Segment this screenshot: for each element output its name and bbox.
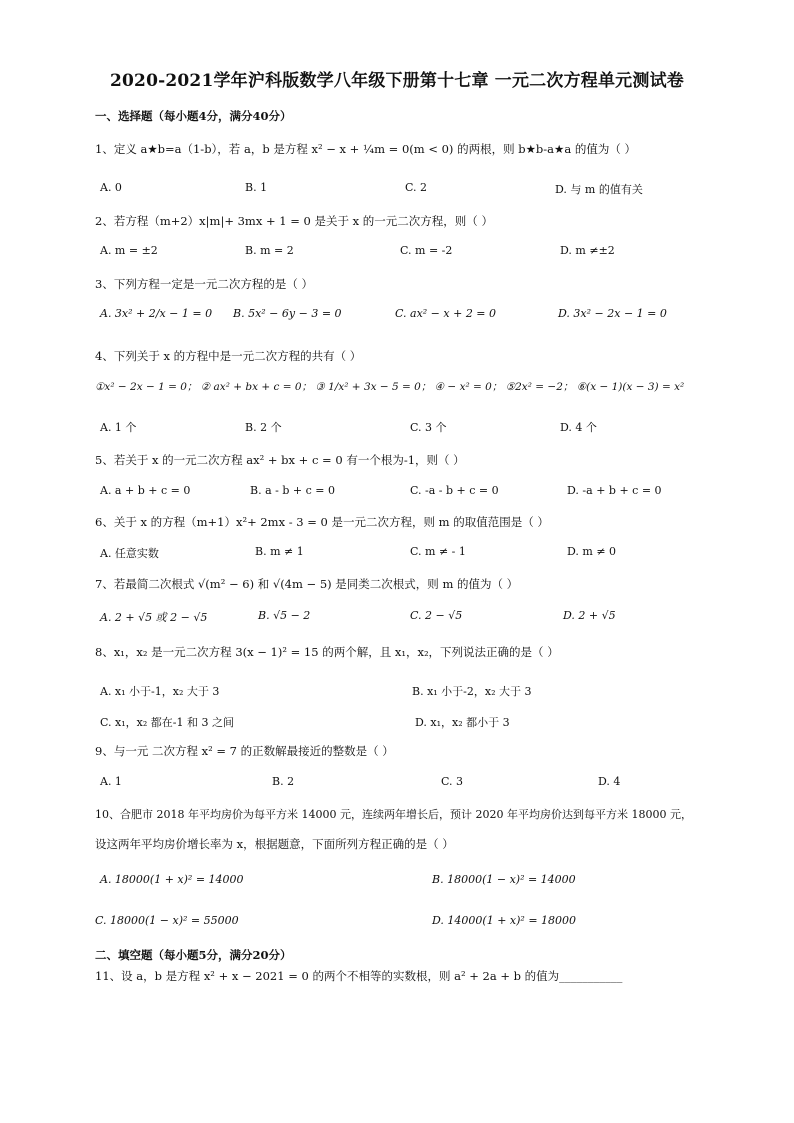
question-7: 7、若最简二次根式 √(m² − 6) 和 √(4m − 5) 是同类二次根式，则 m 的值为（ ） [95, 577, 519, 591]
q6-option-b: B. m ≠ 1 [255, 545, 304, 558]
q4-option-d: D. 4 个 [560, 421, 597, 434]
q1-option-c: C. 2 [405, 181, 428, 194]
q5-option-d: D. -a + b + c = 0 [567, 484, 662, 497]
q8-option-c: C. x₁，x₂ 都在-1 和 3 之间 [100, 716, 234, 729]
q7-option-c: C. 2 − √5 [410, 609, 463, 622]
q10-option-d: D. 14000(1 + x)² = 18000 [432, 914, 577, 927]
q9-option-b: B. 2 [272, 775, 295, 788]
q6-option-d: D. m ≠ 0 [567, 545, 617, 558]
q10-option-c: C. 18000(1 − x)² = 55000 [95, 914, 239, 927]
q8-option-d: D. x₁，x₂ 都小于 3 [415, 716, 510, 729]
q4-equation-list: ①x² − 2x − 1 = 0； ② ax² + bx + c = 0； ③ 1/x² + 3x − 5 = 0； ④ − x² = 0； ⑤2x² = −2； ⑥(x − 1)(x − 3) = x² [95, 381, 685, 393]
q5-option-b: B. a - b + c = 0 [250, 484, 335, 497]
q5-option-c: C. -a - b + c = 0 [410, 484, 499, 497]
section-heading-choice: 一、选择题（每小题4分，满分40分） [95, 109, 292, 123]
q2-option-b: B. m = 2 [245, 244, 294, 257]
q3-option-a: A. 3x² + 2/x − 1 = 0 [100, 307, 213, 320]
q7-option-a: A. 2 + √5 或 2 − √5 [100, 611, 208, 624]
q6-option-c: C. m ≠ - 1 [410, 545, 466, 558]
q9-option-a: A. 1 [100, 775, 122, 788]
q9-option-c: C. 3 [441, 775, 464, 788]
question-10: 10、合肥市 2018 年平均房价为每平方米 14000 元，连续两年增长后，预计 2020 年平均房价达到每平方米 18000 元， [95, 808, 692, 821]
section-heading-fill: 二、填空题（每小题5分，满分20分） [95, 948, 292, 962]
q1-option-a: A. 0 [100, 181, 122, 194]
q7-option-b: B. √5 − 2 [258, 609, 311, 622]
q1-option-b: B. 1 [245, 181, 268, 194]
q8-option-a: A. x₁ 小于-1，x₂ 大于 3 [100, 685, 220, 698]
q2-option-d: D. m ≠±2 [560, 244, 615, 257]
q4-option-b: B. 2 个 [245, 421, 282, 434]
q2-option-a: A. m = ±2 [100, 244, 158, 257]
question-6: 6、关于 x 的方程（m+1）x²+ 2mx - 3 = 0 是一元二次方程，则 m 的取值范围是（ ） [95, 515, 549, 529]
question-5: 5、若关于 x 的一元二次方程 ax² + bx + c = 0 有一个根为-1，则（ ） [95, 453, 465, 467]
q6-option-a: A. 任意实数 [100, 547, 159, 560]
question-8: 8、x₁，x₂ 是一元二次方程 3(x − 1)² = 15 的两个解，且 x₁，x₂，下列说法正确的是（ ） [95, 645, 559, 659]
q3-option-c: C. ax² − x + 2 = 0 [395, 307, 497, 320]
question-4: 4、下列关于 x 的方程中是一元二次方程的共有（ ） [95, 349, 362, 363]
q3-option-b: B. 5x² − 6y − 3 = 0 [233, 307, 342, 320]
q4-option-a: A. 1 个 [100, 421, 137, 434]
question-9: 9、与一元 二次方程 x² = 7 的正数解最接近的整数是（ ） [95, 744, 394, 758]
q10-option-a: A. 18000(1 + x)² = 14000 [100, 873, 244, 886]
q8-option-b: B. x₁ 小于-2，x₂ 大于 3 [412, 685, 532, 698]
question-10-line-2: 设这两年平均房价增长率为 x，根据题意，下面所列方程正确的是（ ） [95, 837, 454, 851]
q10-option-b: B. 18000(1 − x)² = 14000 [432, 873, 576, 886]
q5-option-a: A. a + b + c = 0 [100, 484, 191, 497]
q1-option-d: D. 与 m 的值有关 [555, 183, 643, 196]
question-11: 11、设 a，b 是方程 x² + x − 2021 = 0 的两个不相等的实数根，则 a² + 2a + b 的值为___________ [95, 969, 623, 983]
question-1: 1、定义 a★b=a（1-b），若 a，b 是方程 x² − x + ¼m = 0(m < 0) 的两根，则 b★b-a★a 的值为（ ） [95, 142, 636, 156]
question-3: 3、下列方程一定是一元二次方程的是（ ） [95, 277, 313, 291]
question-2: 2、若方程（m+2）x|m|+ 3mx + 1 = 0 是关于 x 的一元二次方程，则（ ） [95, 214, 493, 228]
q9-option-d: D. 4 [598, 775, 621, 788]
page-title: 2020-2021学年沪科版数学八年级下册第十七章 一元二次方程单元测试卷 [109, 71, 684, 91]
q4-option-c: C. 3 个 [410, 421, 447, 434]
q2-option-c: C. m = -2 [400, 244, 453, 257]
q3-option-d: D. 3x² − 2x − 1 = 0 [558, 307, 667, 320]
q7-option-d: D. 2 + √5 [563, 609, 616, 622]
